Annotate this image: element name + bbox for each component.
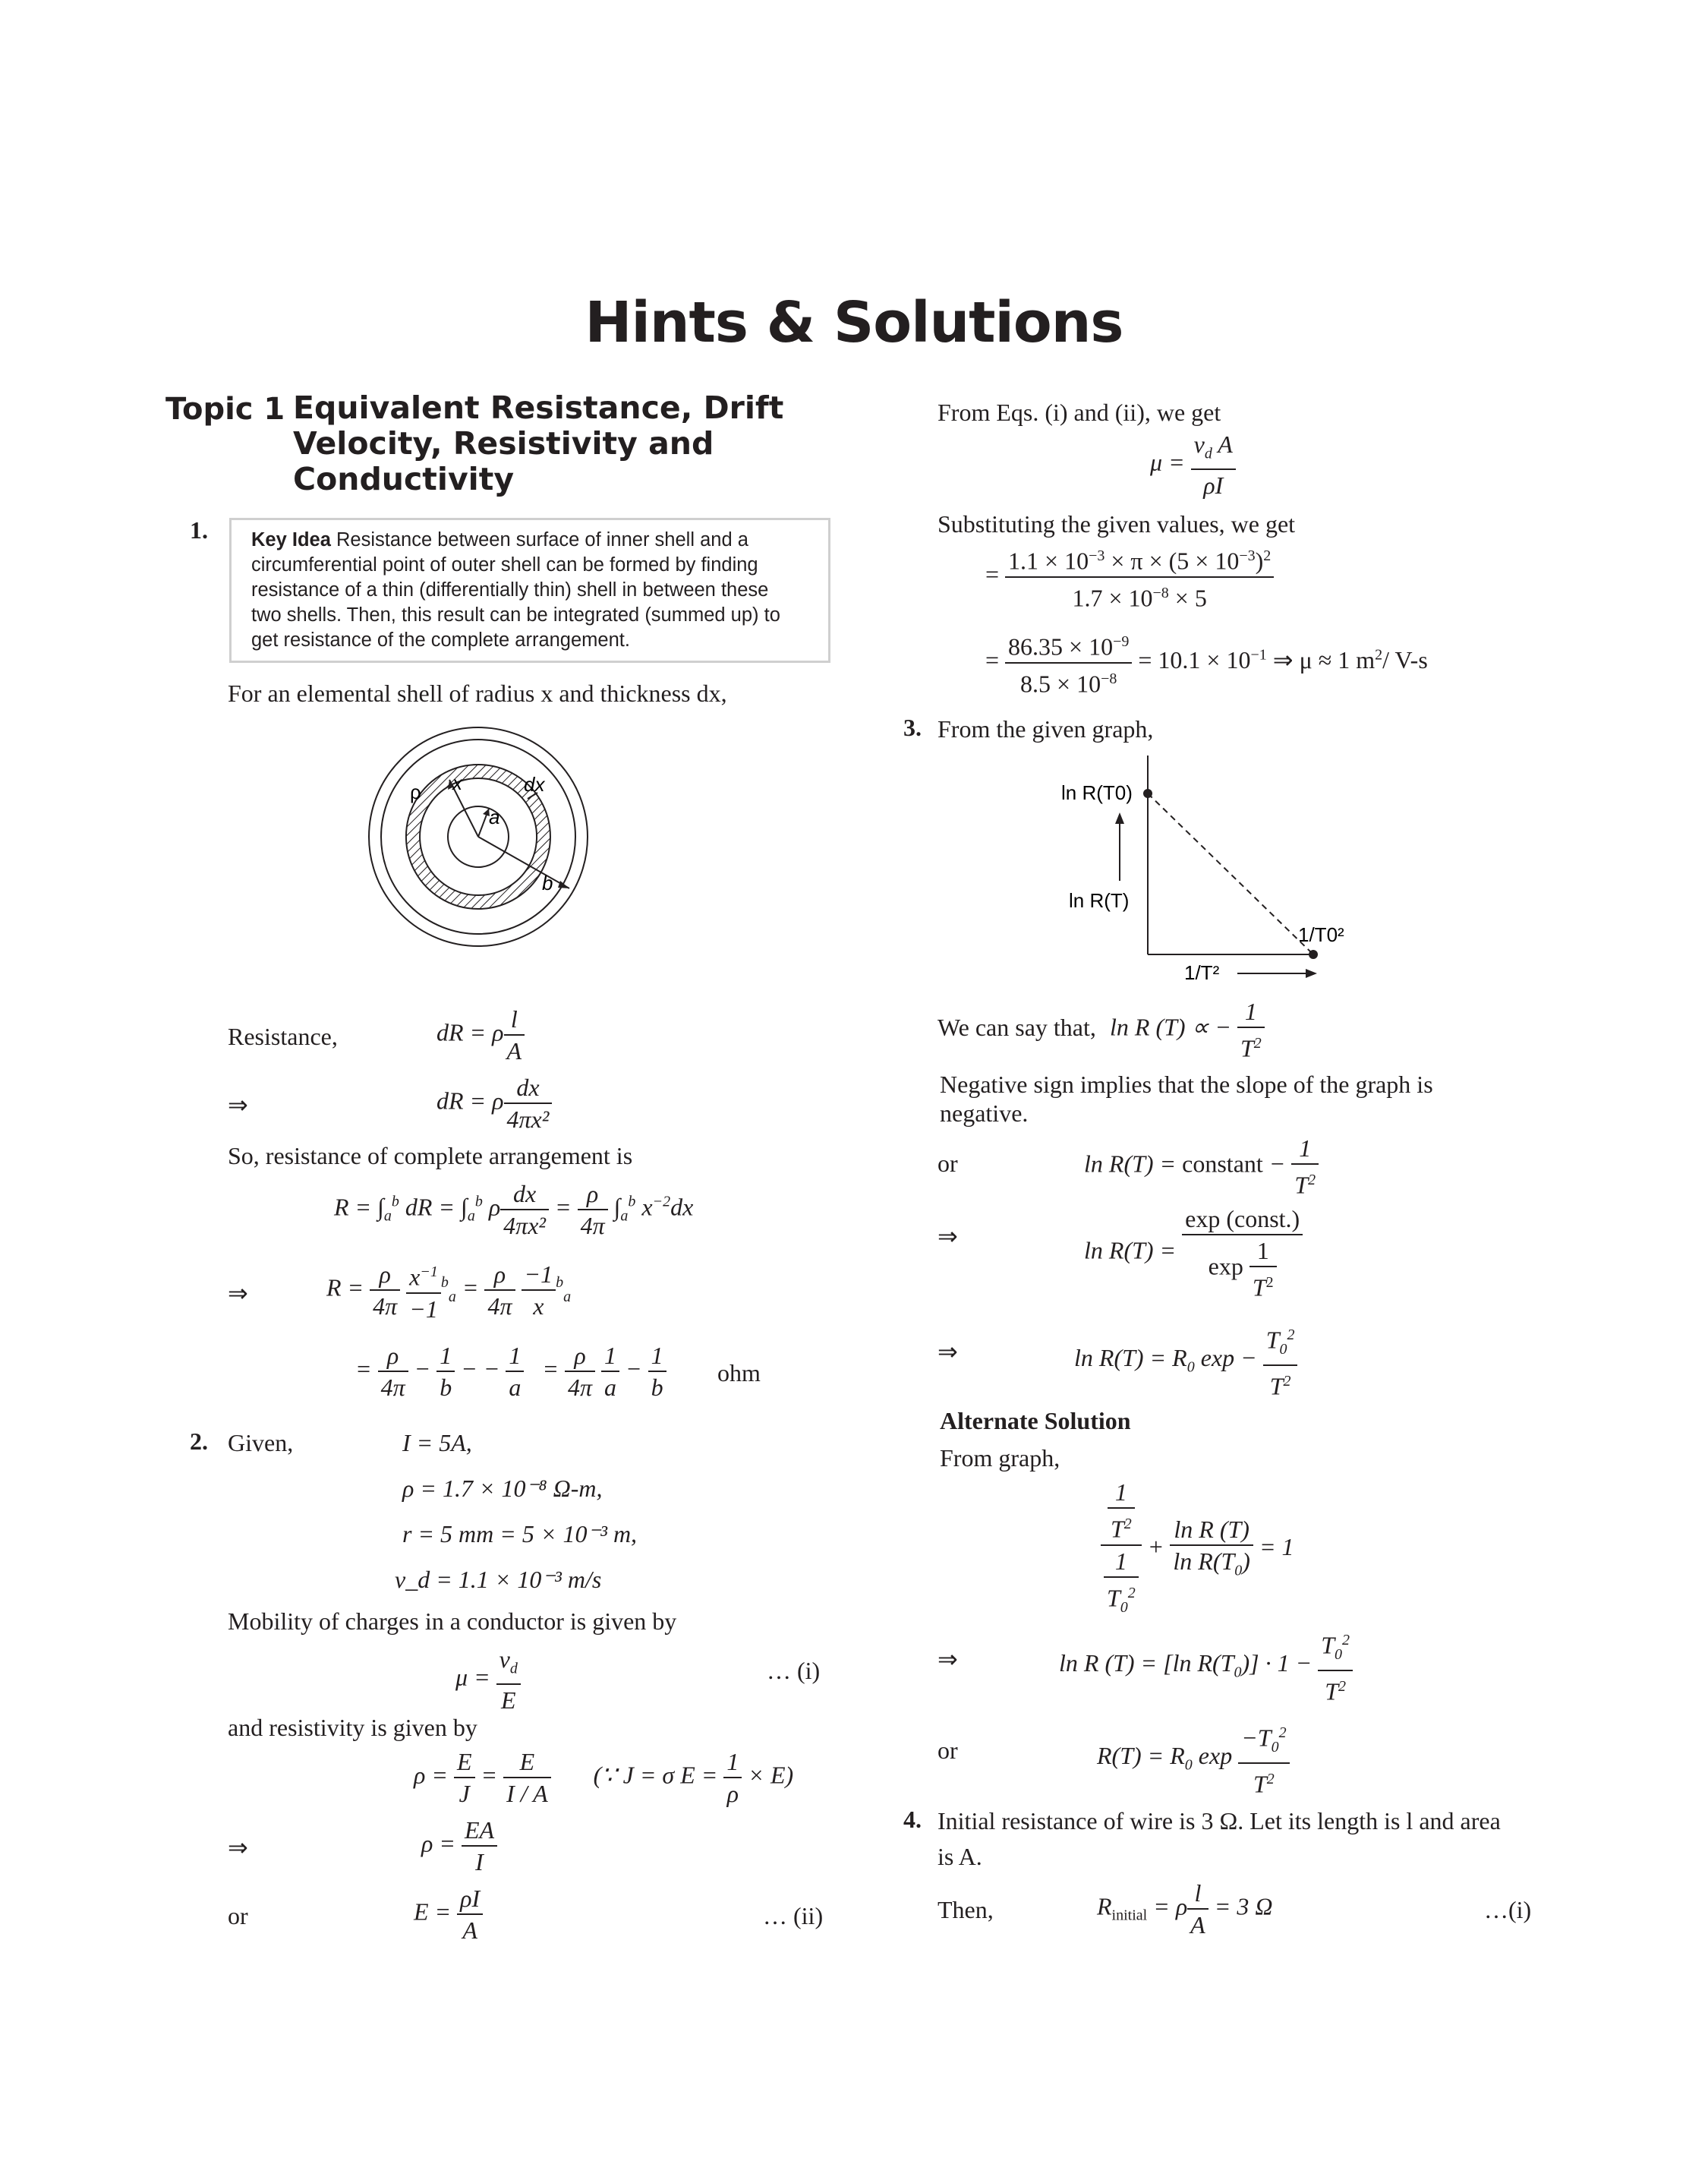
key-idea-box	[229, 518, 830, 663]
q2-resistivity-line: and resistivity is given by	[228, 1714, 477, 1741]
topic-title-line: Conductivity	[293, 461, 515, 497]
ohm-unit: ohm	[717, 1359, 761, 1386]
equation-label: … (i)	[767, 1657, 821, 1684]
equation: ρ = $\frac{EA}{I}$	[421, 1815, 497, 1877]
equation: = $\frac{\rho}{4\pi}$ − $\frac{1}{b}$ − − $\frac{1}{a}$ = $\frac{\rho}{4\pi}$ $\frac{1}{a}$ − $\frac{1}{b}$	[355, 1340, 666, 1402]
equation: μ = $\frac{v_d A}{\rho I}$	[1150, 429, 1236, 500]
y-intercept-point	[1143, 789, 1152, 798]
from-eqs-line: From Eqs. (i) and (ii), we get	[938, 399, 1221, 426]
equation: $R(T) = R_0$ exp $\frac{-T_0^2}{T^2}$	[1097, 1718, 1290, 1800]
equation: dR = ρ $\frac{l}{A}$	[436, 1004, 525, 1066]
resistance-label: Resistance,	[228, 1023, 338, 1050]
exp-const: exp (const.)	[1182, 1203, 1303, 1235]
or-label: or	[228, 1902, 248, 1929]
label-a: a	[489, 806, 500, 828]
equation-label: … (ii)	[763, 1902, 824, 1929]
constant-word: constant	[1182, 1150, 1263, 1178]
implies-symbol: ⇒	[938, 1338, 958, 1365]
lnR-vs-inverse-T2-graph	[1055, 752, 1374, 987]
q1-intro: For an elemental shell of radius x and thickness dx,	[228, 680, 727, 707]
topic-title	[293, 390, 783, 497]
equation: $R = \int_a^b$ dR = $\int_a^b$ ρ $\frac{dx}{\text{4πx²}}$ = $\frac{\rho}{4\pi}$ $\int_a^b$ $x^{-2}dx$	[334, 1180, 694, 1239]
key-idea-text: Resistance between surface of inner shell and a	[336, 529, 748, 550]
given-value: r = 5 mm = 5 × 10⁻³ m,	[402, 1520, 638, 1547]
key-idea-text: circumferential point of outer shell can be formed by finding	[251, 554, 758, 576]
label-lnRT: ln R(T)	[1069, 889, 1130, 912]
implies-symbol: ⇒	[938, 1222, 958, 1250]
concentric-shells-diagram	[364, 723, 592, 951]
equation: μ = $\frac{v_d}{E}$	[455, 1644, 521, 1715]
substituting-line: Substituting the given values, we get	[938, 510, 1296, 538]
implies-symbol: ⇒	[938, 1645, 958, 1673]
q2-mobility-line: Mobility of charges in a conductor is given by	[228, 1607, 677, 1635]
alternate-solution-heading: Alternate Solution	[940, 1407, 1131, 1434]
or-label: or	[938, 1737, 958, 1764]
label-dx: dx	[524, 773, 545, 796]
label-x: x	[452, 771, 462, 794]
topic-title-line: Equivalent Resistance, Drift	[293, 390, 784, 426]
equation: E = $\frac{\rho I}{A}$	[414, 1883, 483, 1945]
key-idea-text: two shells. Then, this result can be integrated (summed up) to	[251, 604, 780, 626]
arrowhead	[1306, 969, 1317, 978]
equation: R = $\frac{\rho}{4\pi}$ $\frac{x^{-1}}{-1}$ $^b_a$ = $\frac{\rho}{4\pi}$ $\frac{-1}{x}$ $^b_a$	[326, 1257, 571, 1324]
then-label: Then,	[938, 1896, 994, 1923]
q4-text: is A.	[938, 1843, 982, 1870]
equation: ln R(T) = constant − $\frac{1}{T^2}$	[1084, 1133, 1319, 1200]
key-idea-text: get resistance of the complete arrangement.	[251, 629, 630, 651]
key-idea-text: resistance of a thin (differentially thin) shell in between these	[251, 579, 769, 601]
neg-sign-text: negative.	[940, 1099, 1029, 1127]
question-number: 2.	[190, 1427, 208, 1455]
page-title: Hints & Solutions	[585, 290, 1123, 355]
we-can-say: We can say that,	[938, 1014, 1096, 1041]
label-b: b	[542, 872, 553, 894]
q3-intro: From the given graph,	[938, 715, 1154, 743]
arrowhead	[1115, 812, 1124, 824]
question-number: 1.	[190, 516, 208, 544]
equation: ln R (T) ∝ − $\frac{1}{T^2}$	[1110, 996, 1265, 1064]
equation: = $\frac{86.35 \times 10^{-9}}{8.5 \times 10^{-8}}$ = $10.1 \times 10^{-1}$ ⇒ μ ≈ 1 $m^2/$ V-s	[985, 626, 1428, 699]
given-value: v_d = 1.1 × 10⁻³ m/s	[395, 1566, 602, 1593]
question-number: 4.	[903, 1806, 922, 1833]
q4-text: Initial resistance of wire is 3 Ω. Let its length is l and area	[938, 1807, 1501, 1834]
neg-sign-text: Negative sign implies that the slope of the graph is	[940, 1071, 1433, 1098]
given-value: I = 5A,	[402, 1429, 472, 1456]
equation: $\frac{\frac{1}{T^2}}{\frac{1}{T_0^2}}$ + $\frac{\text{ln R (T)}}{\ln R(T_0)}$ = 1	[1101, 1477, 1294, 1623]
equation: ln R (T) = [ln $R(T_0)] \cdot 1$ − $\frac{T_0^2}{T^2}$	[1059, 1625, 1353, 1707]
implies-symbol: ⇒	[228, 1279, 248, 1307]
from-graph-line: From graph,	[940, 1444, 1060, 1472]
q1-so-line: So, resistance of complete arrangement is	[228, 1142, 633, 1169]
x-intercept-point	[1309, 950, 1318, 959]
equation: dR = ρ $\frac{dx}{\text{4πx²}}$	[436, 1072, 552, 1134]
key-idea-label: Key Idea	[251, 529, 331, 550]
label-x-point: 1/T0²	[1298, 923, 1344, 946]
graph-line	[1148, 793, 1313, 954]
implies-symbol: ⇒	[228, 1834, 248, 1861]
implies-symbol: ⇒	[228, 1091, 248, 1118]
equation-label: …(i)	[1484, 1896, 1532, 1923]
equation: = $\frac{1.1 \times 10^{-3} \times \pi \times (5 \times 10^{-3})^2}{1.7 \times 10^{-8} \times 5}$	[985, 541, 1274, 613]
label-x-axis: 1/T²	[1184, 961, 1220, 984]
given-value: ρ = 1.7 × 10⁻⁸ Ω-m,	[402, 1475, 603, 1502]
q2-given: Given,	[228, 1429, 294, 1456]
equation: ln R(T) = exp (const.) exp $\frac{1}{T^2}$	[1084, 1203, 1303, 1303]
question-number: 3.	[903, 714, 922, 741]
equation: ρ = $\frac{E}{J}$ = $\frac{E}{I / A}$ (∵ J = σ E = $\frac{1}{\rho}$ × E)	[414, 1748, 794, 1807]
equation: $R_{initial} = \rho$ $\frac{l}{A}$ = 3 Ω	[1097, 1879, 1273, 1939]
label-rho: ρ	[410, 781, 421, 803]
topic-label: Topic 1	[165, 392, 285, 427]
or-label: or	[938, 1150, 958, 1177]
topic-title-line: Velocity, Resistivity and	[293, 425, 714, 462]
equation: $\ln R(T) = R_0$ exp − $\frac{T_0^2}{T^2}$	[1074, 1320, 1297, 1402]
label-lnRT0: ln R(T0)	[1061, 781, 1133, 804]
